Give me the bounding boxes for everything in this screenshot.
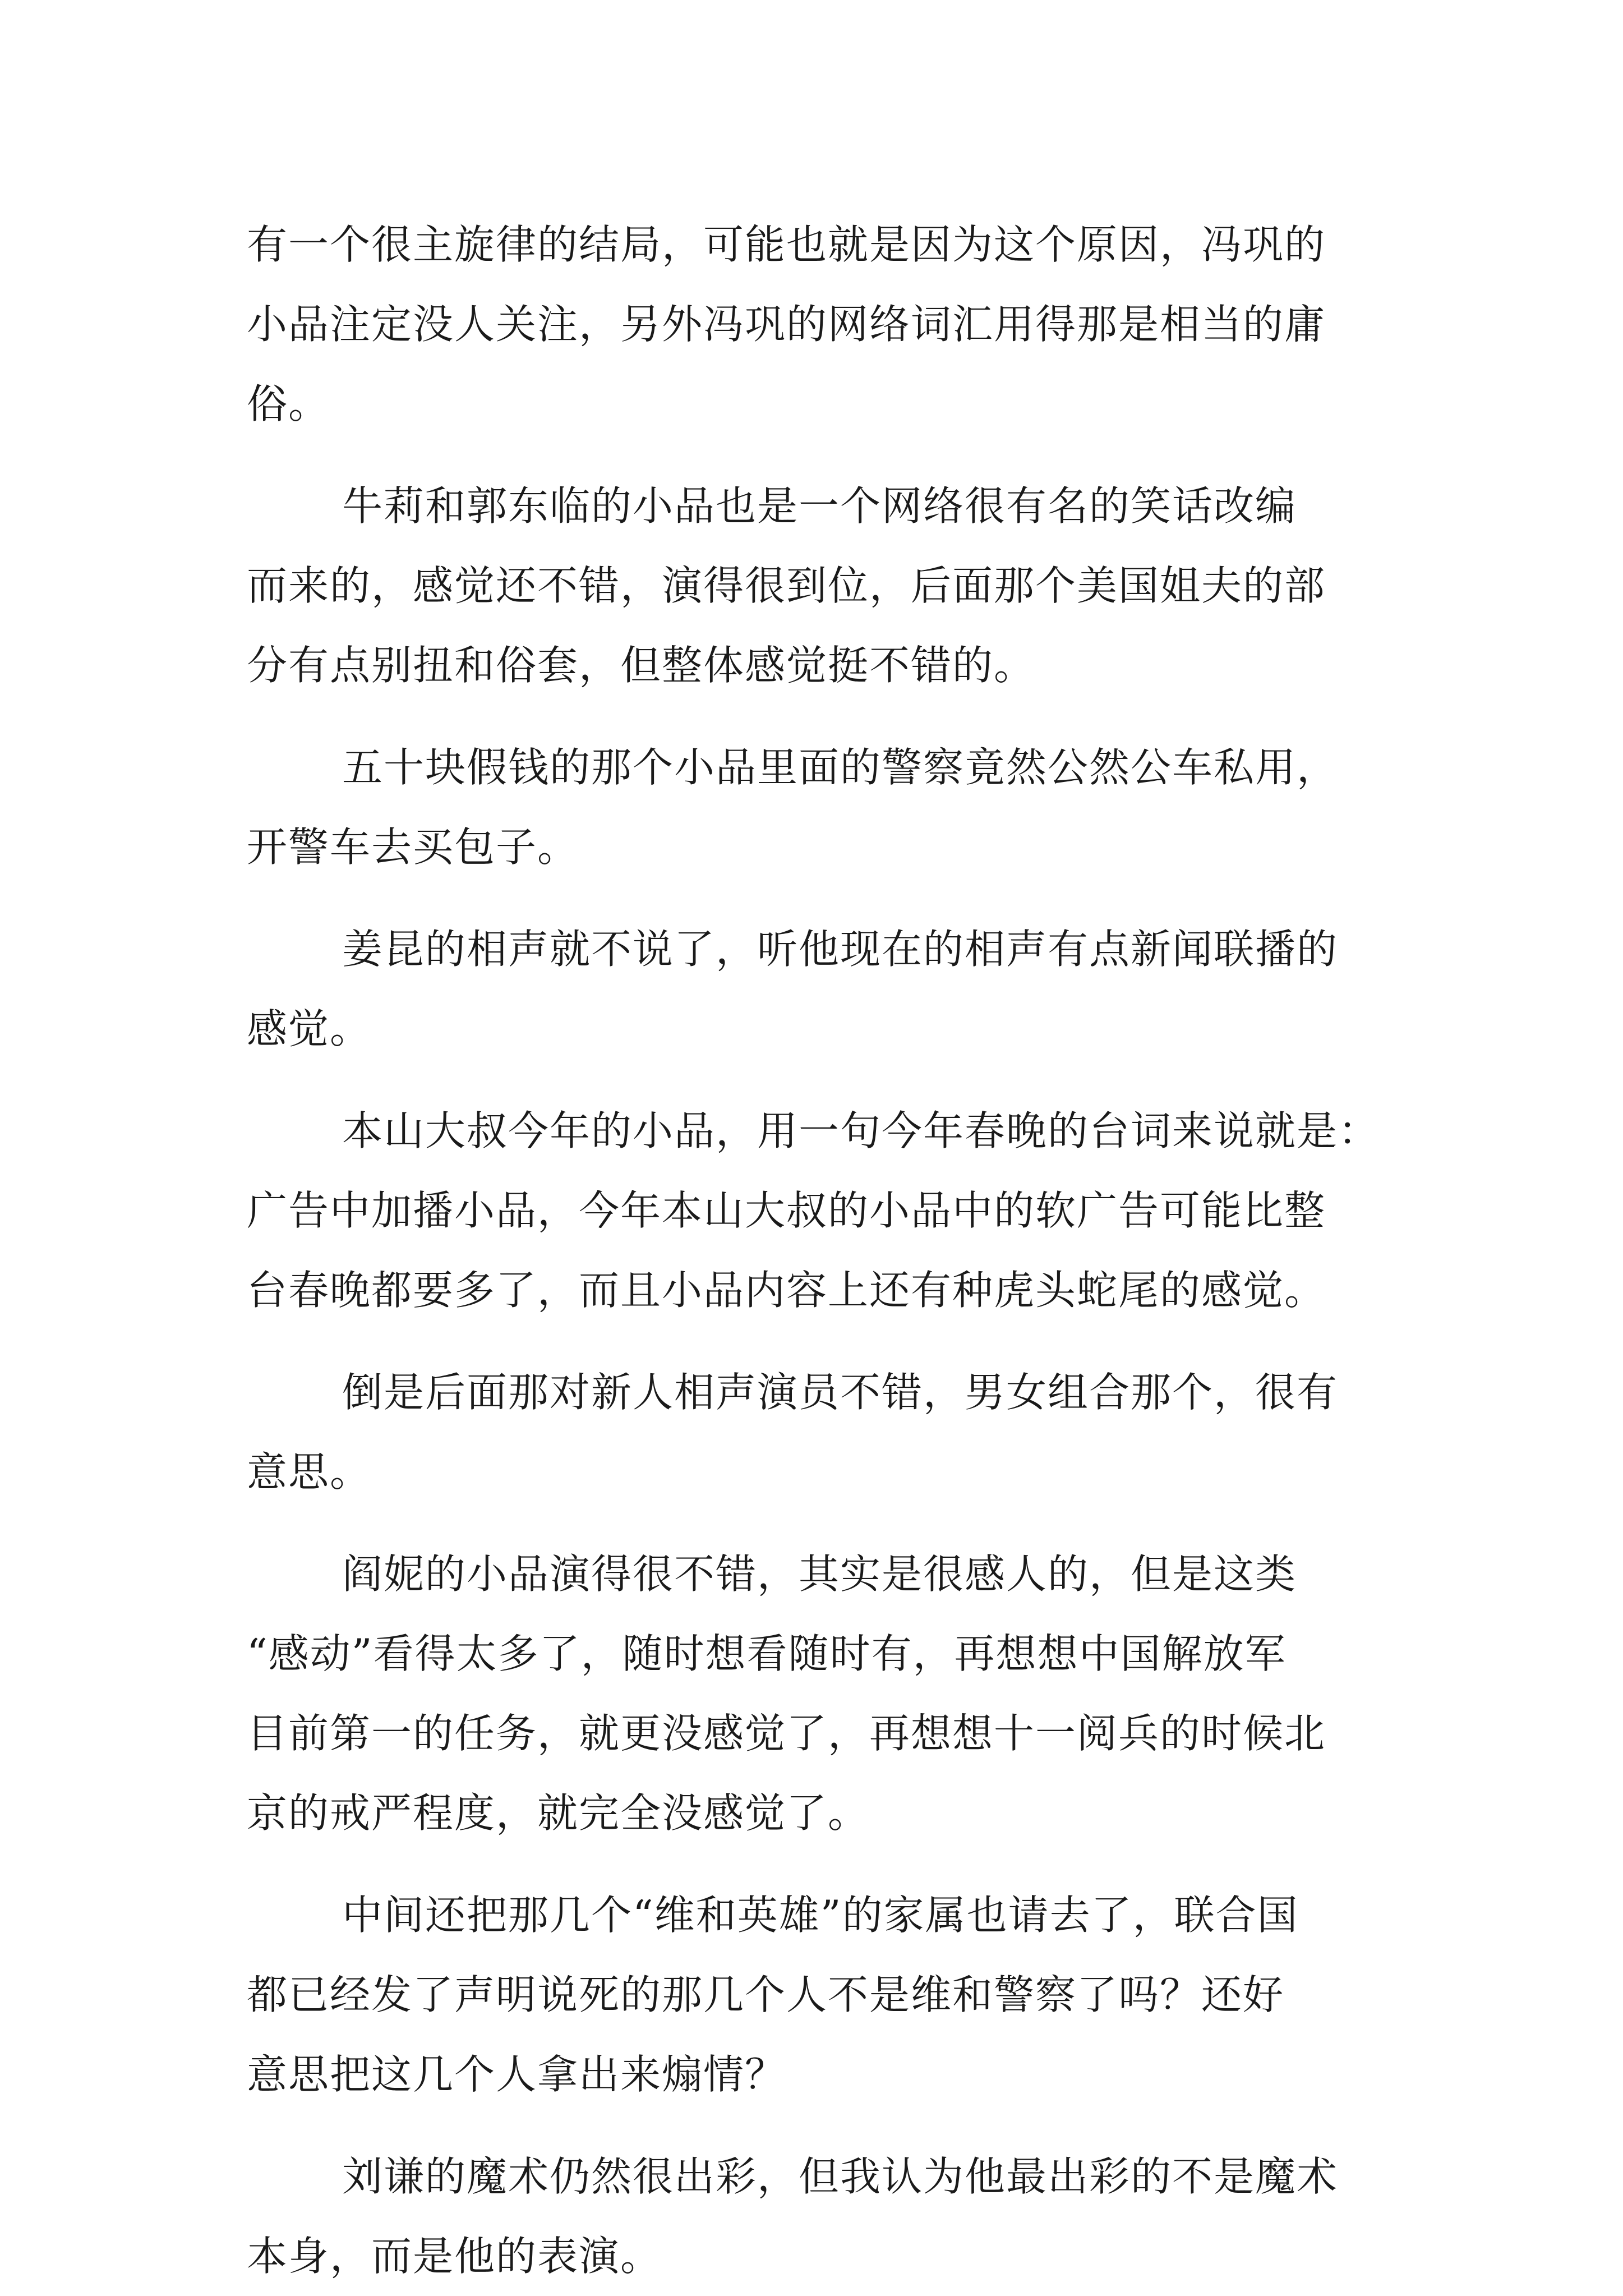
text-line: 牛莉和郭东临的小品也是一个网络很有名的笑话改编	[342, 482, 1297, 530]
text-line: 中间还把那几个“维和英雄”的家属也请去了，联合国	[342, 1892, 1299, 1939]
text-line: 意思。	[247, 1448, 372, 1496]
text-line: 开警车去买包子。	[247, 823, 579, 871]
text-line: 感觉。	[247, 1005, 372, 1052]
text-line: 目前第一的任务，就更没感觉了，再想想十一阅兵的时候北	[247, 1710, 1326, 1757]
text-line: 倒是后面那对新人相声演员不错，男女组合那个，很有	[342, 1369, 1339, 1416]
body-text	[247, 205, 1385, 2296]
text-line: 京的戒严程度，就完全没感觉了。	[247, 1789, 870, 1837]
paragraph	[247, 728, 1385, 887]
text-line: 刘谦的魔术仍然很出彩，但我认为他最出彩的不是魔术	[342, 2153, 1339, 2200]
paragraph	[247, 1534, 1385, 1853]
text-line: 广告中加播小品，今年本山大叔的小品中的软广告可能比整	[247, 1187, 1326, 1234]
text-line: 台春晚都要多了，而且小品内容上还有种虎头蛇尾的感觉。	[247, 1267, 1326, 1314]
paragraph	[247, 1875, 1385, 2114]
text-line: 五十块假钱的那个小品里面的警察竟然公然公车私用，	[342, 744, 1339, 791]
text-line: 分有点别扭和俗套，但整体感觉挺不错的。	[247, 642, 1036, 689]
text-line: 都已经发了声明说死的那几个人不是维和警察了吗？还好	[247, 1971, 1285, 2018]
paragraph	[247, 466, 1385, 705]
paragraph	[247, 1091, 1385, 1330]
text-line: 有一个很主旋律的结局，可能也就是因为这个原因，冯巩的	[247, 221, 1326, 268]
text-line: 姜昆的相声就不说了，听他现在的相声有点新闻联播的	[342, 926, 1339, 973]
text-line: 阎妮的小品演得很不错，其实是很感人的，但是这类	[342, 1550, 1297, 1598]
paragraph	[247, 1352, 1385, 1512]
text-line: “感动”看得太多了，随时想看随时有，再想想中国解放军	[247, 1630, 1287, 1677]
paragraph	[247, 205, 1385, 444]
paragraph	[247, 909, 1385, 1069]
paragraph	[247, 2137, 1385, 2296]
text-line: 本身，而是他的表演。	[247, 2233, 662, 2280]
text-line: 意思把这几个人拿出来煽情？	[247, 2051, 787, 2098]
text-line: 俗。	[247, 380, 330, 427]
text-line: 而来的，感觉还不错，演得很到位，后面那个美国姐夫的部	[247, 562, 1326, 609]
text-line: 本山大叔今年的小品，用一句今年春晚的台词来说就是：	[342, 1107, 1380, 1154]
text-line: 小品注定没人关注，另外冯巩的网络词汇用得那是相当的庸	[247, 301, 1326, 348]
